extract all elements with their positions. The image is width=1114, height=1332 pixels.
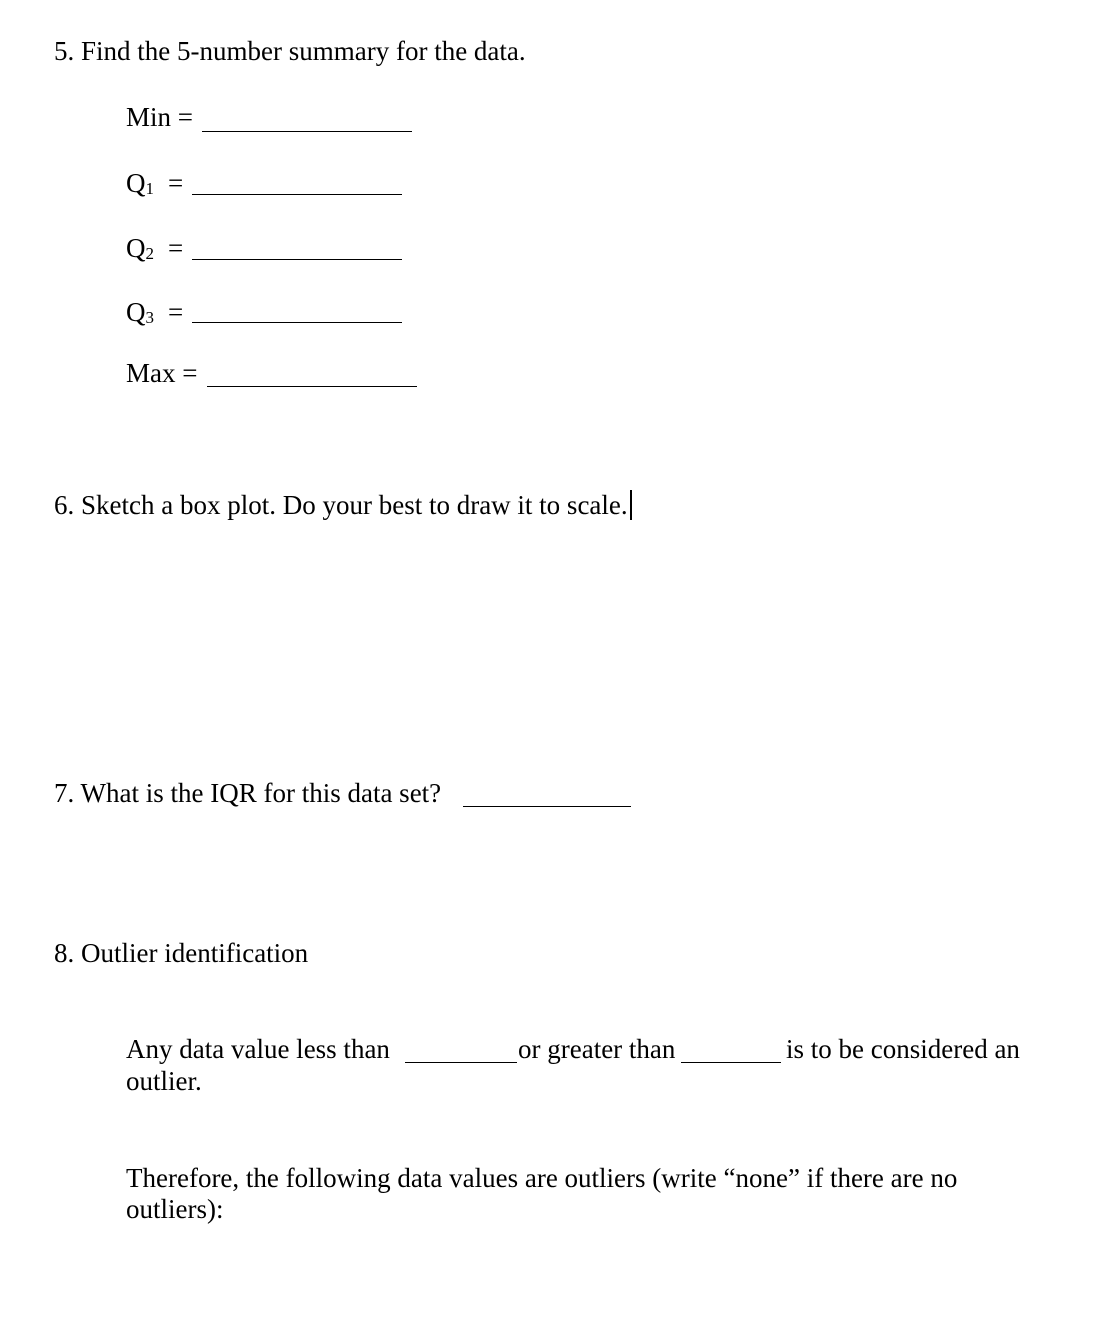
q5-heading: 5. Find the 5-number summary for the data. — [54, 36, 526, 66]
q1-answer-blank[interactable] — [192, 194, 402, 195]
min-answer-blank[interactable] — [202, 131, 412, 132]
fence-text-greater-than: or greater than — [518, 1034, 676, 1064]
q2-answer-blank[interactable] — [192, 259, 402, 260]
text-cursor — [630, 490, 632, 520]
q1-label-text: Q — [126, 168, 146, 198]
q3-subscript: 3 — [145, 308, 154, 327]
fence-text-outlier: outlier. — [126, 1066, 202, 1096]
q3-answer-blank[interactable] — [192, 322, 402, 323]
min-equals: = — [177, 102, 193, 132]
max-label-text: Max — [126, 358, 176, 388]
outlier-conclusion: Therefore, the following data values are outliers (write “none” if there are no outliers): — [126, 1163, 958, 1224]
q6-heading-line — [54, 490, 632, 520]
iqr-answer-blank[interactable] — [463, 806, 631, 807]
max-answer-blank[interactable] — [207, 386, 417, 387]
fence-text-less-than: Any data value less than — [126, 1034, 390, 1064]
q2-subscript: 2 — [145, 244, 154, 263]
q1-label — [126, 170, 154, 197]
max-label — [126, 360, 197, 387]
box-plot-sketch-area[interactable] — [54, 540, 1054, 740]
q3-label — [126, 299, 154, 326]
outlier-answer-area[interactable] — [126, 1235, 1026, 1305]
q2-label — [126, 235, 154, 262]
q1-equals: = — [168, 168, 184, 198]
q3-equals: = — [168, 297, 184, 327]
max-equals: = — [182, 358, 198, 388]
q3-label-text: Q — [126, 297, 146, 327]
q8-heading: 8. Outlier identification — [54, 938, 309, 968]
q2-label-text: Q — [126, 233, 146, 263]
fence-text-considered: is to be considered an — [786, 1034, 1020, 1064]
q7-heading: 7. What is the IQR for this data set? — [54, 778, 442, 808]
q2-equals: = — [168, 233, 184, 263]
q6-heading: 6. Sketch a box plot. Do your best to draw it to scale. — [54, 490, 628, 520]
lower-fence-blank[interactable] — [405, 1062, 517, 1063]
min-label — [126, 104, 193, 131]
q1-subscript: 1 — [145, 179, 154, 198]
min-label-text: Min — [126, 102, 172, 132]
upper-fence-blank[interactable] — [681, 1062, 781, 1063]
